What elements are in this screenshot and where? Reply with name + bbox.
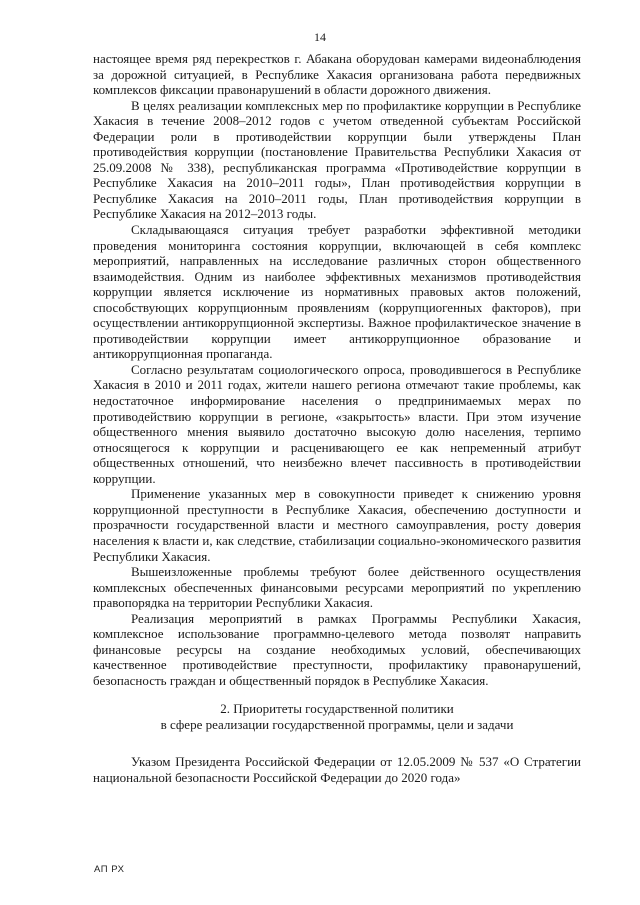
- paragraph: Согласно результатам социологического опроса, проводившегося в Республике Хакасия в 2010 и 2011 годах, жители нашего региона отмечают такие проблемы, как недостаточное информирование населения о предпринимаемых мерах по противодействию коррупции в регионе, «закрытость» власти. При этом изучение общественного мнения выявило достаточно высокую долю населения, терпимо относящегося к коррупции и расценивающего ее как непременный атрибут общественных отношений, что неизбежно влечет пассивность в противодействии коррупции.: [93, 361, 581, 486]
- section-heading-line: 2. Приоритеты государственной политики: [220, 701, 454, 717]
- paragraph: Вышеизложенные проблемы требуют более действенного осуществления комплексных обеспеченных финансовыми ресурсами мероприятий по укреплению правопорядка на территории Республики Хакасия.: [93, 564, 581, 611]
- section-heading-line: в сфере реализации государственной программы, цели и задачи: [160, 717, 514, 733]
- paragraph: Применение указанных мер в совокупности приведет к снижению уровня коррупционной преступности в Республике Хакасия, обеспечению доступности и прозрачности государственной власти и местного самоуправления, росту доверия населения к власти и, как следствие, стабилизации социально-экономического развития Республики Хакасия.: [93, 486, 581, 564]
- document-body: [93, 51, 581, 786]
- footer-mark: АП РХ: [94, 864, 125, 875]
- paragraph: Реализация мероприятий в рамках Программы Республики Хакасия, комплексное использование программно-целевого метода позволят направить финансовые ресурсы на создание необходимых условий, обеспечивающих качественное противодействие преступности, профилактику правонарушений, безопасность граждан и общественный порядок в Республике Хакасия.: [93, 610, 581, 688]
- paragraph: Указом Президента Российской Федерации от 12.05.2009 № 537 «О Стратегии национальной безопасности Российской Федерации до 2020 года»: [93, 754, 581, 785]
- section-heading: [93, 701, 581, 733]
- paragraph: Складывающаяся ситуация требует разработки эффективной методики проведения мониторинга состояния коррупции, включающей в себя комплекс мероприятий, направленных на исследование различных сторон общественного взаимодействия. Одним из наиболее эффективных механизмов противодействия коррупции является исключение из нормативных правовых актов положений, способствующих коррупционным проявлениям (коррупциогенных факторов), при осуществлении антикоррупционной экспертизы. Важное профилактическое значение в противодействии коррупции имеет антикоррупционное образование и антикоррупционная пропаганда.: [93, 222, 581, 362]
- paragraph: В целях реализации комплексных мер по профилактике коррупции в Республике Хакасия в течение 2008–2012 годов с учетом отведенной субъектам Российской Федерации роли в противодействии коррупции были утверждены План противодействия коррупции (постановление Правительства Республики Хакасия от 25.09.2008 № 338), республиканская программа «Противодействие коррупции в Республике Хакасия на 2010–2011 годы», План противодействия коррупции в Республике Хакасия на 2010–2011 годы, План противодействия коррупции в Республике Хакасия на 2012–2013 годы.: [93, 97, 581, 222]
- page-number: 14: [314, 30, 326, 44]
- paragraph-continued: настоящее время ряд перекрестков г. Абакана оборудован камерами видеонаблюдения за дорожной ситуацией, в Республике Хакасия организована работа передвижных комплексов фиксации правонарушений в области дорожного движения.: [93, 51, 581, 98]
